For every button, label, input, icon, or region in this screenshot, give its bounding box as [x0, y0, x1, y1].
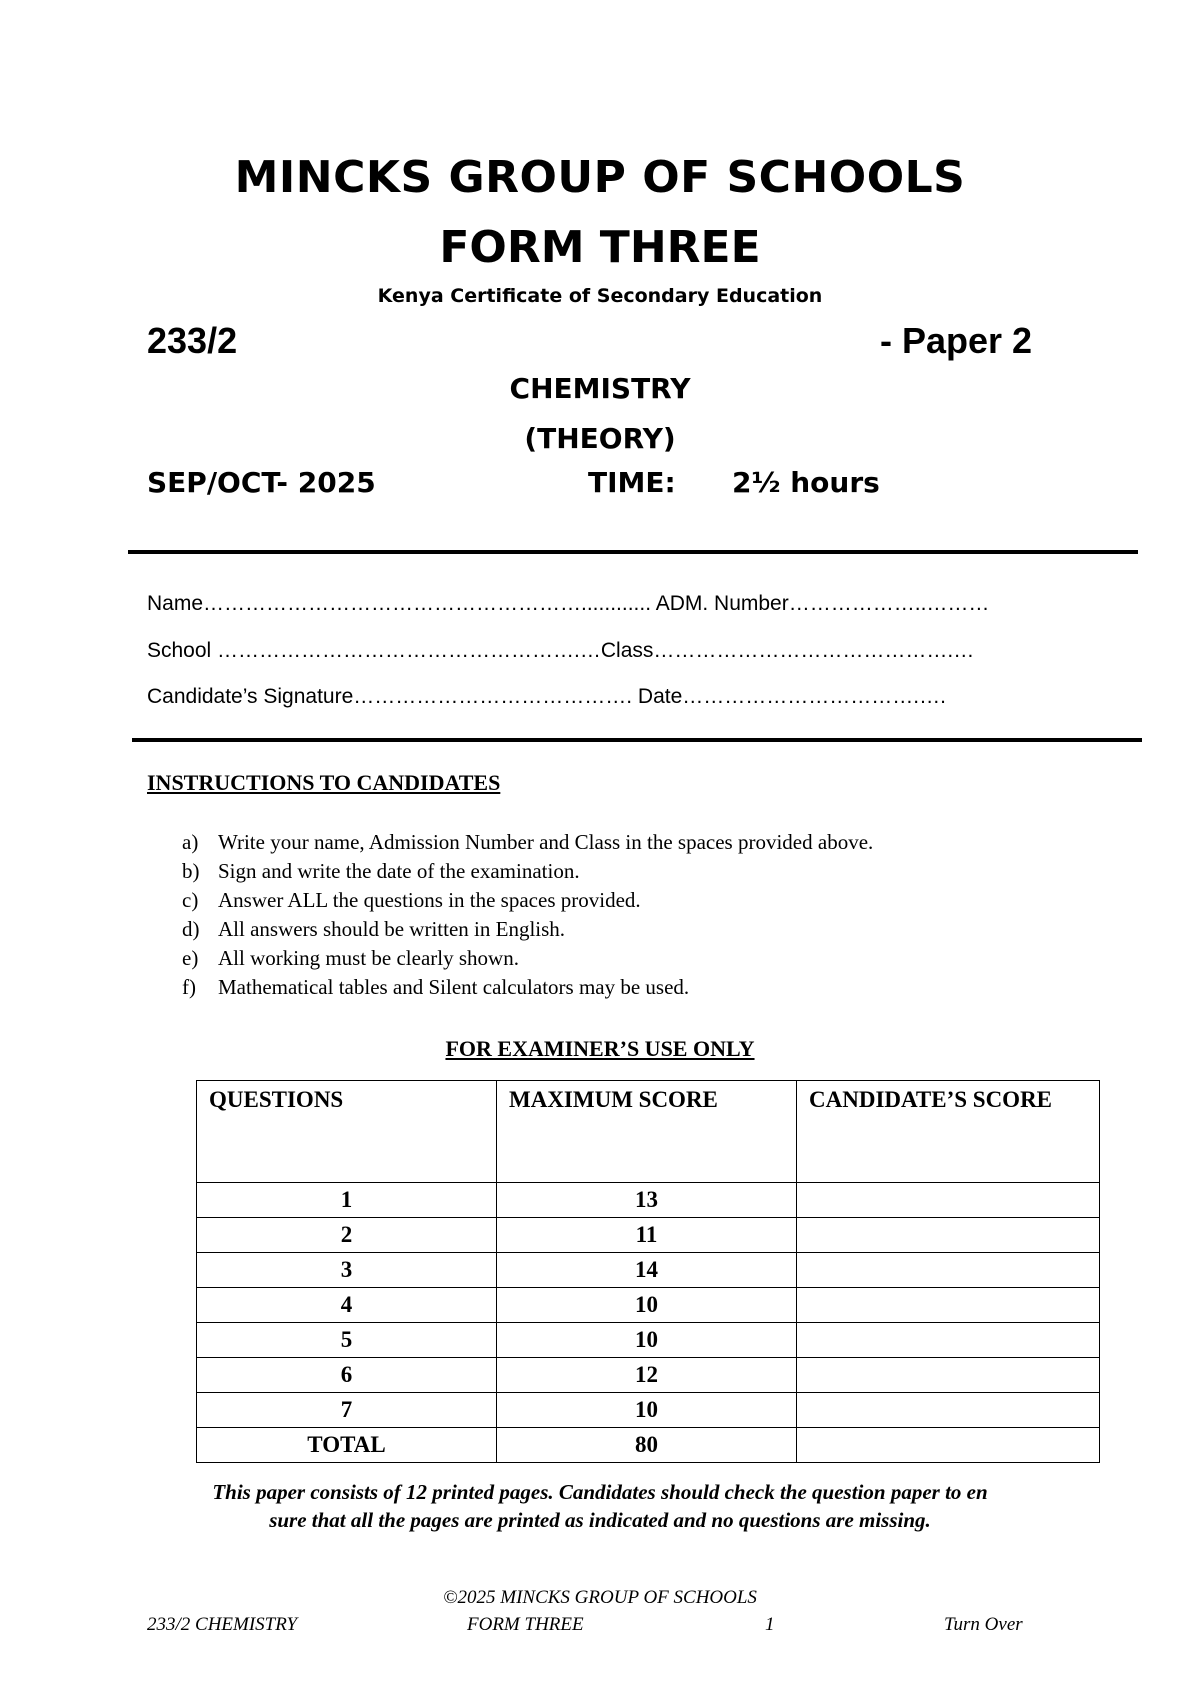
score-cell[interactable]: [797, 1253, 1100, 1288]
top-divider: [128, 550, 1138, 554]
subject-subtitle: (THEORY): [524, 422, 676, 455]
name-adm-field[interactable]: Name………………………………………………............ ADM. Number………………..………: [147, 592, 990, 615]
table-row: 3 14: [197, 1253, 1100, 1288]
footer-page-number: 1: [765, 1614, 775, 1635]
table-row: 2 11: [197, 1218, 1100, 1253]
table-row: 4 10: [197, 1288, 1100, 1323]
table-header-row: [197, 1081, 1100, 1183]
list-item: e) All working must be clearly shown.: [182, 946, 519, 970]
paper-number: - Paper 2: [880, 320, 1033, 361]
form-title: FORM THREE: [439, 222, 761, 273]
note-line-2: sure that all the pages are printed as indicated and no questions are missing.: [269, 1508, 931, 1532]
table-row: 6 12: [197, 1358, 1100, 1393]
table-row: 5 10: [197, 1323, 1100, 1358]
bottom-divider: [132, 738, 1142, 742]
footer-right: Turn Over: [944, 1614, 1023, 1635]
total-score-cell[interactable]: [797, 1428, 1100, 1463]
footer-left: 233/2 CHEMISTRY: [147, 1614, 298, 1635]
total-row: [197, 1428, 1100, 1463]
time-value: 2½ hours: [732, 466, 880, 499]
footer-center: FORM THREE: [467, 1614, 584, 1635]
score-cell[interactable]: [797, 1323, 1100, 1358]
table-row: 1 13: [197, 1183, 1100, 1218]
score-cell[interactable]: [797, 1183, 1100, 1218]
school-class-field[interactable]: School …………………………………………….…Class…………………………………….…: [147, 639, 975, 662]
exam-session: SEP/OCT- 2025: [147, 466, 376, 499]
list-item: a) Write your name, Admission Number and Class in the spaces provided above.: [182, 830, 874, 854]
col-questions: QUESTIONS: [197, 1081, 497, 1183]
col-candidate-score: CANDIDATE’S SCORE: [797, 1081, 1100, 1183]
col-max-score: MAXIMUM SCORE: [497, 1081, 797, 1183]
list-item: f) Mathematical tables and Silent calculators may be used.: [182, 975, 690, 999]
subject-title: CHEMISTRY: [509, 372, 691, 405]
footer-copyright: ©2025 MINCKS GROUP OF SCHOOLS: [443, 1587, 757, 1608]
paper-code: 233/2: [147, 320, 238, 361]
score-cell[interactable]: [797, 1218, 1100, 1253]
certificate-title: Kenya Certificate of Secondary Education: [377, 285, 823, 307]
signature-date-field[interactable]: Candidate’s Signature…………………………………. Date…………………………….….: [147, 685, 946, 708]
score-table: [196, 1080, 1100, 1463]
school-title: MINCKS GROUP OF SCHOOLS: [234, 152, 966, 203]
score-cell[interactable]: [797, 1393, 1100, 1428]
note-line-1: This paper consists of 12 printed pages. Candidates should check the question paper to en: [212, 1480, 988, 1504]
table-row: 7 10: [197, 1393, 1100, 1428]
instructions-heading: INSTRUCTIONS TO CANDIDATES: [147, 770, 501, 795]
score-cell[interactable]: [797, 1288, 1100, 1323]
paper-note: [0, 1478, 1200, 1534]
score-cell[interactable]: [797, 1358, 1100, 1393]
list-item: d) All answers should be written in English.: [182, 917, 566, 941]
examiner-heading: FOR EXAMINER’S USE ONLY: [445, 1036, 755, 1061]
list-item: c) Answer ALL the questions in the spaces provided.: [182, 888, 641, 912]
instructions-list: [182, 828, 873, 1002]
time-label: TIME:: [588, 466, 676, 499]
total-max: 80: [497, 1428, 797, 1463]
total-label: TOTAL: [197, 1428, 497, 1463]
list-item: b) Sign and write the date of the examination.: [182, 859, 580, 883]
